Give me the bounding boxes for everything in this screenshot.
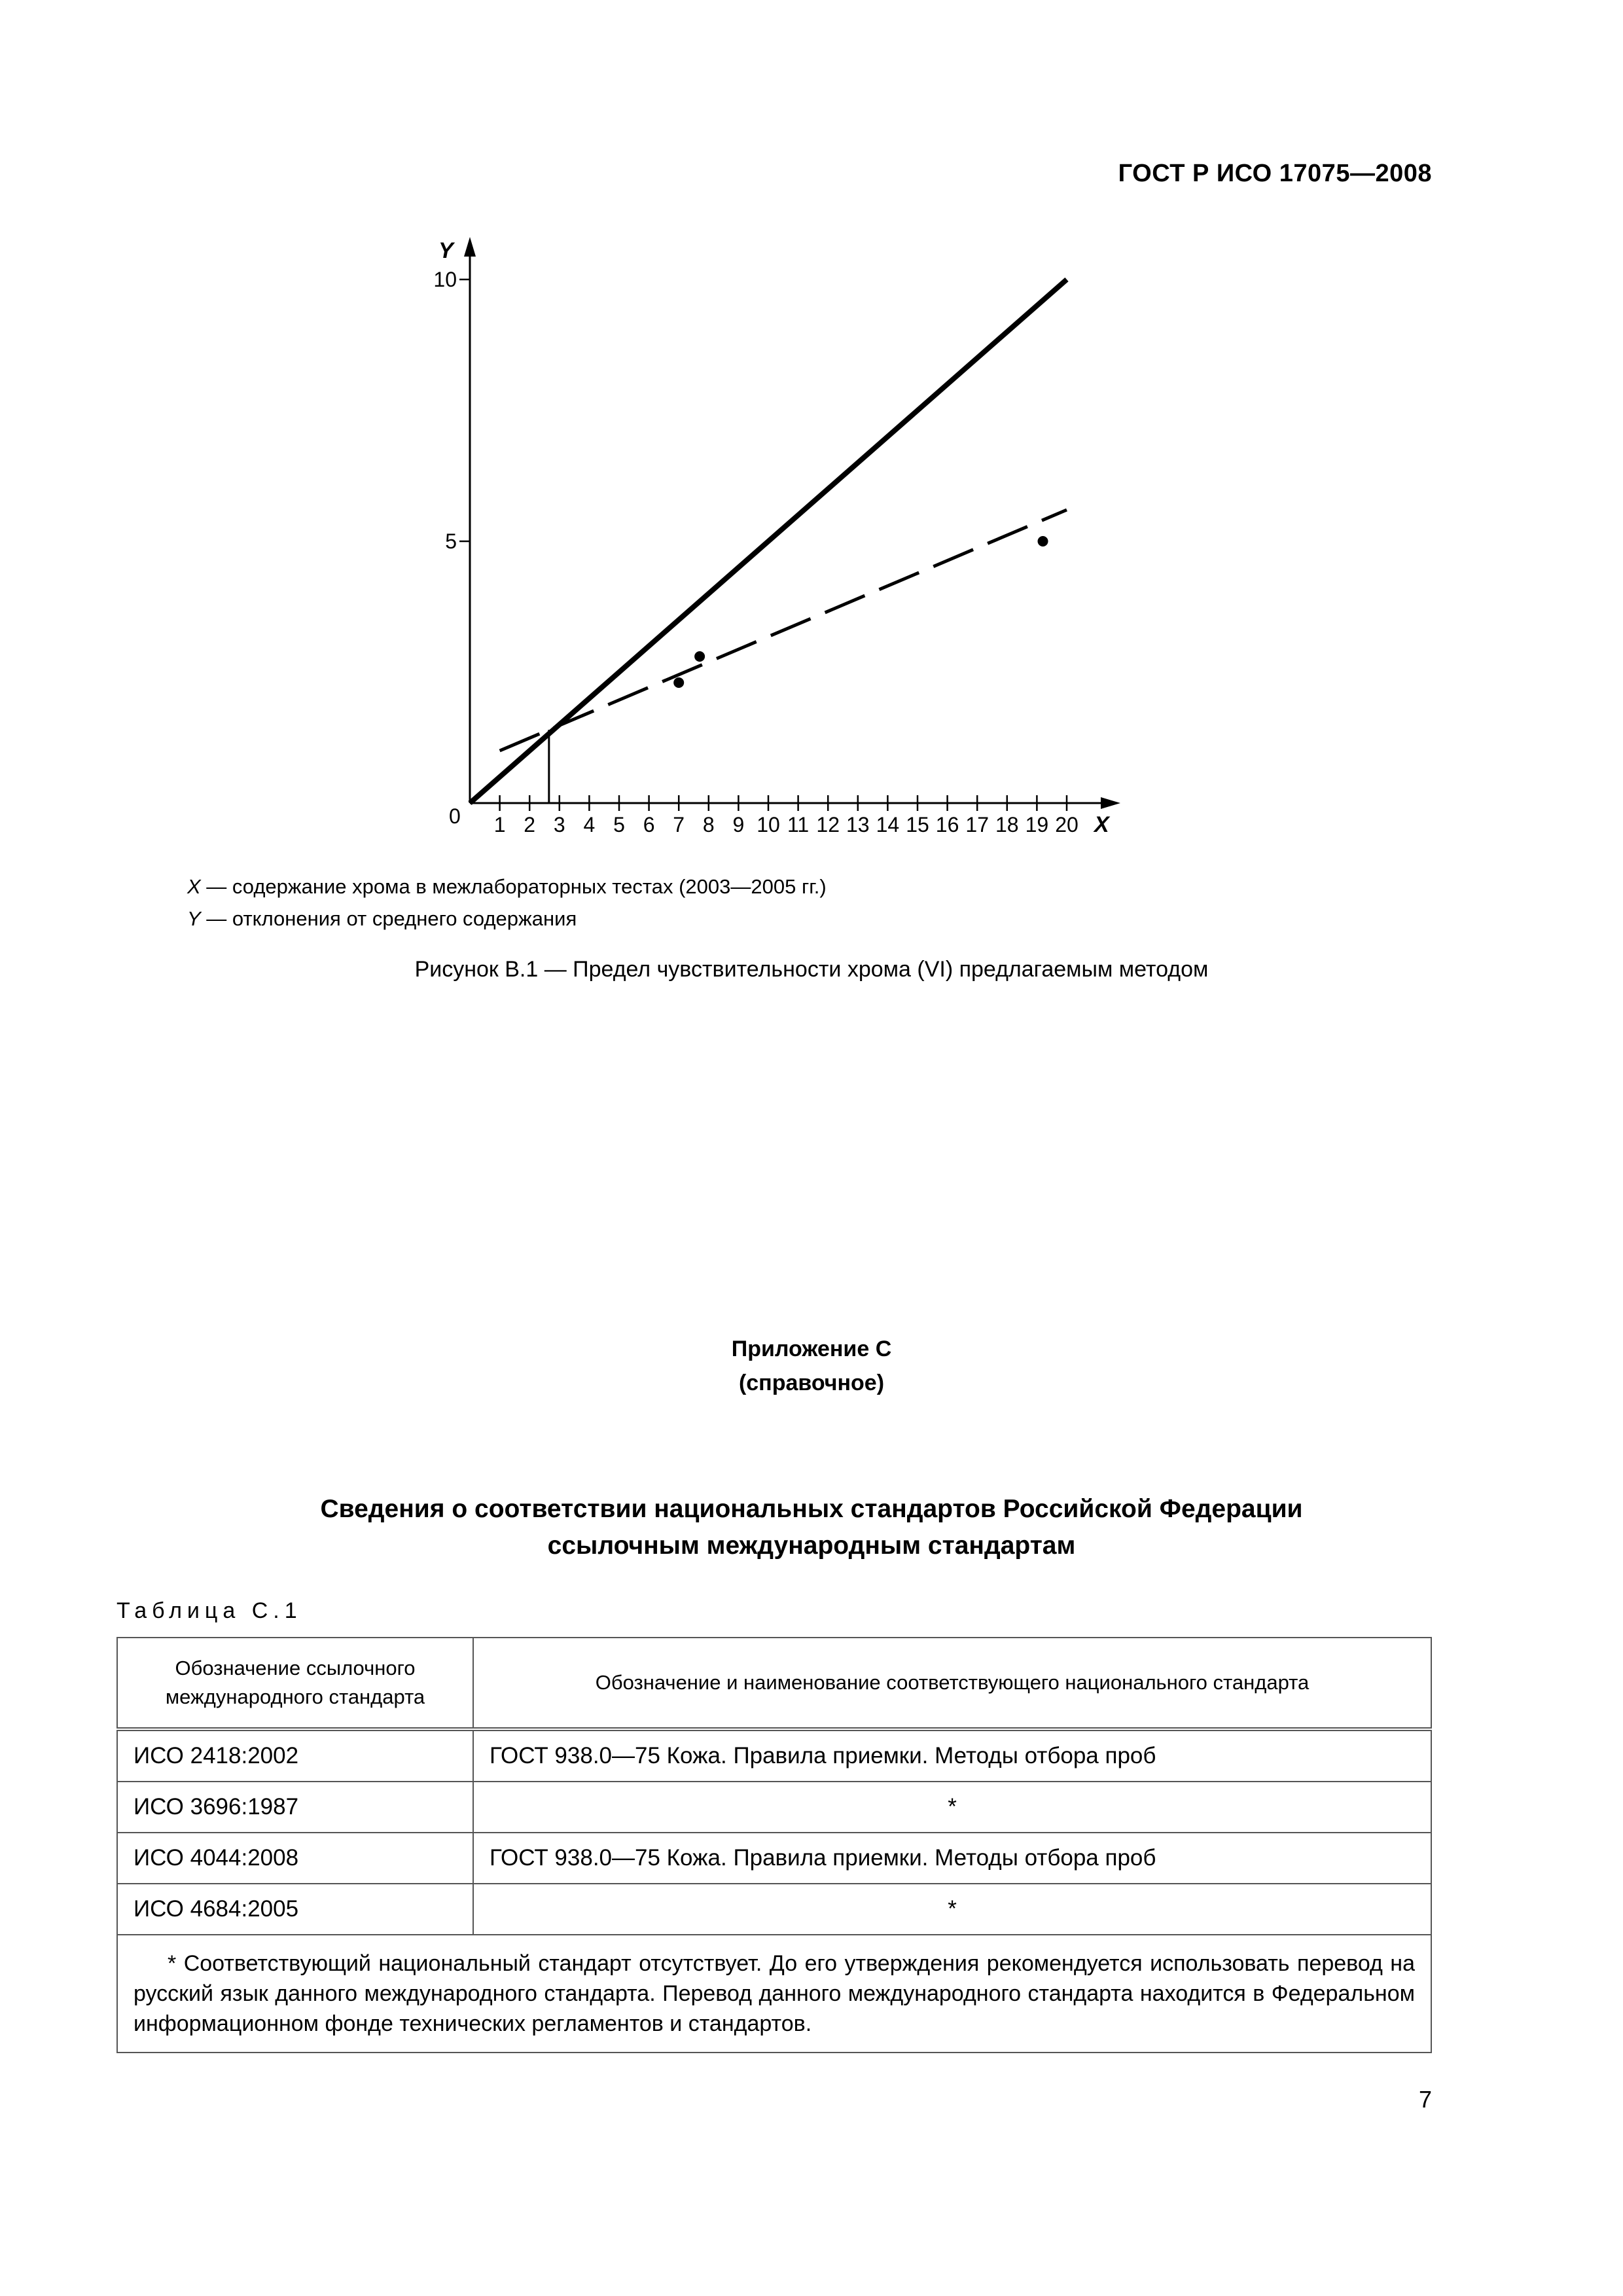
appendix-subtitle: (справочное) [738,1371,885,1395]
chart-points [673,536,1048,688]
y-axis-arrow [464,237,476,257]
legend-x-symbol: X [187,875,201,898]
table-label: Таблица С.1 [116,1598,302,1623]
table-cell-intl: ИСО 3696:1987 [117,1782,473,1833]
x-axis-arrow [1101,797,1120,809]
x-tick-label: 9 [732,813,745,836]
data-point [673,677,684,688]
legend-x [187,870,827,903]
x-tick-label: 5 [613,813,625,836]
x-tick-label: 20 [1055,813,1079,836]
appendix-heading [0,1332,1623,1400]
table-footnote-row [117,1935,1431,2053]
legend-x-text: — содержание хрома в межлабораторных тестах (2003—2005 гг.) [200,875,827,898]
origin-label: 0 [449,804,461,828]
table-row [117,1884,1431,1935]
y-tick-label: 10 [433,268,457,291]
legend-y-text: — отклонения от среднего содержания [200,907,577,930]
x-tick-label: 11 [787,813,810,836]
table-row [117,1782,1431,1833]
x-tick-label: 7 [673,813,685,836]
page-number: 7 [1418,2086,1432,2113]
x-tick-label: 8 [702,813,715,836]
data-point [1038,536,1048,547]
x-tick-label: 3 [553,813,565,836]
table-row [117,1833,1431,1884]
x-ticks [494,795,1079,836]
x-tick-label: 2 [524,813,536,836]
data-point [694,651,705,662]
table-cell-national: * [473,1884,1431,1935]
x-tick-label: 4 [583,813,596,836]
figure-caption: Рисунок В.1 — Предел чувствительности хрома (VI) предлагаемым методом [414,957,1209,982]
table-cell-national: * [473,1782,1431,1833]
y-ticks [433,268,470,553]
table-header-intl: Обозначение ссылочного международного стандарта [117,1638,473,1729]
legend-y-symbol: Y [187,907,201,930]
chart-axes [438,237,1120,837]
x-tick-label: 1 [493,813,506,836]
x-tick-label: 16 [935,813,959,836]
x-tick-label: 18 [995,813,1019,836]
standards-table [116,1637,1432,2053]
y-axis-label: Y [438,238,454,263]
x-tick-label: 14 [876,813,900,836]
chart-series [470,279,1067,803]
table-header-row [117,1638,1431,1729]
table-row [117,1729,1431,1782]
table-footnote: * Соответствующий национальный стандарт отсутствует. До его утверждения рекомендуется использовать перевод на русский язык данного международного стандарта. Перевод данного международного стандарта находится в Федеральном информационном фонде технических регламентов и стандартов. [117,1935,1431,2053]
table-cell-national: ГОСТ 938.0—75 Кожа. Правила приемки. Методы отбора проб [473,1729,1431,1782]
section-title [0,1491,1623,1564]
table-header-national: Обозначение и наименование соответствующего национального стандарта [473,1638,1431,1729]
appendix-title: Приложение С [731,1336,892,1361]
table-cell-national: ГОСТ 938.0—75 Кожа. Правила приемки. Методы отбора проб [473,1833,1431,1884]
x-tick-label: 13 [846,813,870,836]
x-tick-label: 12 [816,813,840,836]
table-cell-intl: ИСО 4044:2008 [117,1833,473,1884]
x-tick-label: 17 [965,813,989,836]
table-cell-intl: ИСО 2418:2002 [117,1729,473,1782]
x-tick-label: 6 [643,813,655,836]
x-tick-label: 15 [906,813,929,836]
table-cell-intl: ИСО 4684:2005 [117,1884,473,1935]
legend-y [187,903,827,935]
section-title-line1: Сведения о соответствии национальных стандартов Российской Федерации [320,1495,1303,1523]
x-tick-label: 19 [1025,813,1049,836]
document-id: ГОСТ Р ИСО 17075—2008 [1118,160,1432,187]
chart-legend [187,870,827,935]
y-tick-label: 5 [445,529,457,553]
dashed-line [500,510,1067,751]
x-axis-label: X [1094,812,1109,837]
x-tick-label: 10 [757,813,780,836]
sensitivity-chart [0,0,1623,916]
section-title-line2: ссылочным международным стандартам [547,1532,1076,1560]
